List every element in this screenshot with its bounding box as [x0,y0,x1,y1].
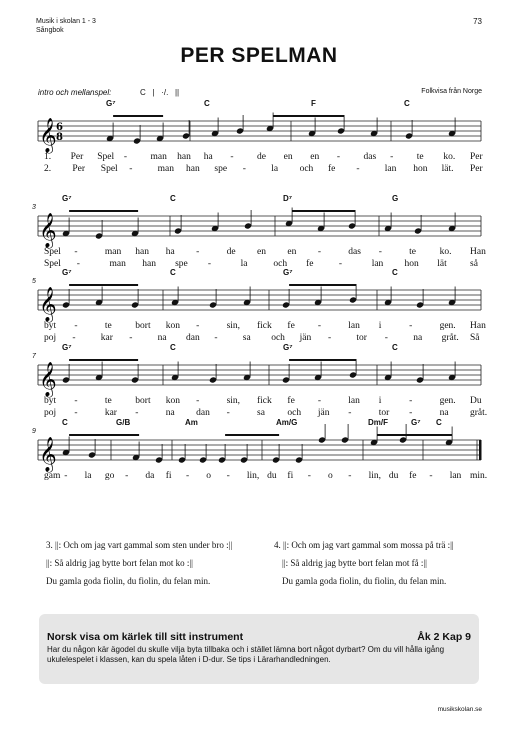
lyric-syllable: Spel [97,152,115,162]
lyric-syllable: fe [287,396,295,406]
verse-4-line-1: 4. ||: Och om jag vart gammal som mossa på trä :|| [274,540,454,550]
lyric-syllable: te [104,321,112,331]
lyric-syllable: man [109,259,126,269]
lyric-syllable: - [226,408,230,418]
lyric-syllable: sa [257,408,265,418]
lyric-syllable: så [470,259,478,269]
lyric-syllable: bort [135,396,151,406]
lyric-syllable: han [142,259,157,269]
lyric-syllable: spe [175,259,188,269]
lyric-syllable: lan [384,164,397,174]
lyric-syllable: lin, [246,471,260,481]
chord-symbol: C [436,418,442,427]
chord-symbol: G⁷ [283,343,293,352]
lyric-syllable: fe [287,321,295,331]
chord-symbol: Am/G [276,418,298,427]
lyric-syllable: en [283,152,293,162]
lyric-syllable: man [157,164,174,174]
lyric-syllable: - [317,396,322,406]
lyric-syllable: la [84,471,92,481]
lyric-syllable: - [328,333,332,343]
treble-clef-icon: 𝄞 [39,362,57,397]
lyric-syllable: - [336,152,341,162]
lyric-syllable: - [317,321,322,331]
lyric-syllable: de [226,247,236,257]
lyric-syllable: - [356,164,360,174]
chord-symbol: F [311,99,316,108]
lyric-syllable: hon [413,164,428,174]
lyric-syllable: gam [44,471,61,481]
lyric-syllable: das [363,152,377,162]
lyric-syllable: ha [165,247,175,257]
chord-symbol: G/B [116,418,131,427]
lyric-syllable: te [104,396,112,406]
lyric-syllable: och [273,259,288,269]
lyric-syllable: poj [44,333,57,343]
lyric-syllable: du [267,471,277,481]
lyric-syllable: Per [70,152,84,162]
lyric-syllable: byt [44,321,57,331]
chord-symbol: C [170,194,176,203]
lyric-syllable: lan [371,259,384,269]
lyric-syllable: - [196,247,200,257]
lyric-syllable: dan [186,333,200,343]
lyric-syllable: Per [470,164,483,174]
chord-symbol: G⁷ [283,268,293,277]
lyric-syllable: de [257,152,266,162]
lyric-syllable: hon [404,259,419,269]
lyric-syllable: och [287,408,302,418]
lyric-syllable: lät. [441,164,454,174]
measure-number: 7 [32,353,36,360]
lyric-syllable: ko. [443,152,456,162]
lyric-syllable: Spel [100,164,118,174]
intro-label: intro och mellanspel: [38,88,112,97]
lyric-syllable: ha [203,152,213,162]
lyric-syllable: - [74,321,78,331]
lyric-syllable: fick [257,321,272,331]
chord-symbol: G⁷ [62,343,72,352]
verse-4-line-2: ||: Så aldrig jag bytte bort felan mot få :|| [282,558,427,568]
lyric-syllable: 1. [44,152,52,162]
measure-number: 9 [32,428,36,435]
lyric-syllable: - [125,471,129,481]
lyric-syllable: min. [470,471,488,481]
lyric-syllable: - [307,471,311,481]
time-signature-top: 6 [56,122,63,133]
lyric-syllable: - [207,259,212,269]
lyric-syllable: - [74,396,78,406]
lyric-syllable: fi [287,471,294,481]
footer-url: musikskolan.se [437,706,482,713]
lyric-syllable: - [230,152,234,162]
lyric-syllable: - [317,247,322,257]
lyric-syllable: fe [306,259,314,269]
lyric-syllable: och [271,333,285,343]
lyric-syllable: lin, [368,471,381,481]
lyric-syllable: man [150,152,167,162]
info-box [39,614,479,684]
lyric-syllable: sin, [226,321,241,331]
lyric-syllable: gråt. [441,333,459,343]
lyric-syllable: fick [257,396,272,406]
lyric-syllable: Du [470,396,482,406]
lyric-syllable: gen. [439,321,456,331]
lyric-syllable: te [409,247,416,257]
lyric-syllable: och [299,164,314,174]
lyric-syllable: du [388,471,399,481]
lyric-syllable: - [214,333,218,343]
lyric-syllable: man [104,247,122,257]
verse-3-line-3: Du gamla goda fiolin, du fiolin, du felan min. [46,576,211,586]
lyric-syllable: - [123,152,128,162]
treble-clef-icon: 𝄞 [39,287,57,322]
lyric-syllable: go [104,471,115,481]
lyric-syllable: jän [299,333,312,343]
lyric-syllable: jän [317,408,330,418]
treble-clef-icon: 𝄞 [39,213,57,248]
chord-symbol: D⁷ [283,194,293,203]
verse-3-line-2: ||: Så aldrig jag bytte bort felan mot ko :|| [46,558,193,568]
lyric-syllable: o [206,471,212,481]
lyric-syllable: - [76,259,80,269]
origin-label: Folkvisa från Norge [421,88,482,95]
lyric-syllable: la [271,164,279,174]
lyric-syllable: - [129,164,133,174]
measure-number: 5 [32,278,36,285]
lyric-syllable: - [429,471,433,481]
treble-clef-icon: 𝄞 [39,437,57,472]
final-barline-thick [479,440,482,460]
section-label: Sångbok [36,27,64,34]
page-title: PER SPELMAN [180,44,338,67]
measure-number: 3 [32,204,36,211]
lyric-syllable: kar [100,333,113,343]
lyric-syllable: - [74,247,78,257]
lyric-syllable: - [338,259,343,269]
lyric-syllable: poj [44,408,57,418]
lyric-syllable: - [348,408,352,418]
lyric-syllable: ko. [439,247,452,257]
chord-symbol: G [392,194,399,203]
lyric-syllable: tor [356,333,367,343]
lyric-syllable: - [409,408,413,418]
lyric-syllable: na [165,408,175,418]
lyric-syllable: - [409,321,413,331]
lyric-syllable: en [287,247,297,257]
chord-symbol: C [170,268,176,277]
lyric-syllable: han [135,247,149,257]
lyric-syllable: - [196,321,200,331]
page-number: 73 [473,17,482,26]
book-title: Musik i skolan 1 - 3 [36,18,96,25]
lyric-syllable: kon [165,321,180,331]
lyric-syllable: en [257,247,266,257]
lyric-syllable: Spel [44,247,61,257]
chord-symbol: G⁷ [62,268,72,277]
verse-3-line-1: 3. ||: Och om jag vart gammal som sten under bro :|| [46,540,233,550]
lyric-syllable: Spel [44,259,61,269]
lyric-syllable: lan [348,321,360,331]
chord-symbol: C [392,343,398,352]
lyric-syllable: fe [328,164,336,174]
info-title: Norsk visa om kärlek till sitt instrument [47,631,244,643]
lyric-syllable: dan [196,408,210,418]
lyric-syllable: lan [348,396,360,406]
chord-symbol: G⁷ [411,418,421,427]
lyric-syllable: Per [470,152,483,162]
lyric-syllable: na [439,408,449,418]
lyric-syllable: o [328,471,333,481]
lyric-syllable: Per [72,164,86,174]
lyric-syllable: sin, [226,396,241,406]
lyric-syllable: han [186,164,200,174]
lyric-syllable: en [310,152,320,162]
lyric-syllable: spe [214,164,228,174]
chord-symbol: Am [185,418,198,427]
lyric-syllable: - [196,396,200,406]
lyric-syllable: - [384,333,388,343]
lyric-syllable: - [226,471,230,481]
lyric-syllable: Han [470,321,486,331]
lyric-syllable: bort [135,321,151,331]
lyric-syllable: gen. [439,396,456,406]
lyric-syllable: lät [437,259,447,269]
chord-symbol: C [404,99,410,108]
lyric-syllable: han [177,152,191,162]
lyric-syllable: das [348,247,361,257]
lyric-syllable: - [186,471,190,481]
time-signature-bottom: 8 [56,132,63,143]
treble-clef-icon: 𝄞 [39,118,57,153]
lyric-syllable: byt [44,396,57,406]
chord-symbol: G⁷ [62,194,72,203]
chord-symbol: C [204,99,210,108]
lyric-syllable: na [413,333,423,343]
lyric-syllable: - [242,164,246,174]
chord-symbol: C [170,343,176,352]
lyric-syllable: 2. [44,164,52,174]
chord-symbol: C [62,418,68,427]
info-text: Har du någon kär ägodel du skulle vilja byta tillbaka och i stället lämna bort något dyrbart? Om du vill hålla igång ukulelespelet i klassen, kan du spela låten i D-dur. Se tips i Lärarhandledningen. [47,645,445,664]
chord-symbol: G⁷ [106,99,116,108]
lyric-syllable: te [416,152,424,162]
intro-pattern: C | ·/. || [140,88,180,97]
lyric-syllable: - [64,471,68,481]
lyric-syllable: i [378,396,382,406]
lyric-syllable: Så [470,333,480,343]
lyric-syllable: - [348,471,352,481]
lyric-syllable: - [135,408,139,418]
lyric-syllable: - [72,333,76,343]
grade-label: Åk 2 Kap 9 [417,631,471,643]
lyric-syllable: - [74,408,78,418]
lyric-syllable: i [378,321,382,331]
lyric-syllable: Han [470,247,486,257]
lyric-syllable: gråt. [470,408,488,418]
lyric-syllable: - [409,396,413,406]
lyric-syllable: fi [165,471,172,481]
lyric-syllable: fe [409,471,417,481]
verse-4-line-3: Du gamla goda fiolin, du fiolin, du felan min. [282,576,447,586]
chord-symbol: Dm/F [368,418,388,427]
lyric-syllable: da [145,471,155,481]
lyric-syllable: kar [104,408,117,418]
lyric-syllable: - [378,247,382,257]
chord-symbol: C [392,268,398,277]
lyric-syllable: - [390,152,394,162]
lyric-syllable: lan [449,471,462,481]
lyric-syllable: sa [242,333,251,343]
lyric-syllable: - [129,333,133,343]
lyric-syllable: na [157,333,167,343]
lyric-syllable: tor [378,408,390,418]
lyric-syllable: la [240,259,248,269]
lyric-syllable: kon [165,396,180,406]
